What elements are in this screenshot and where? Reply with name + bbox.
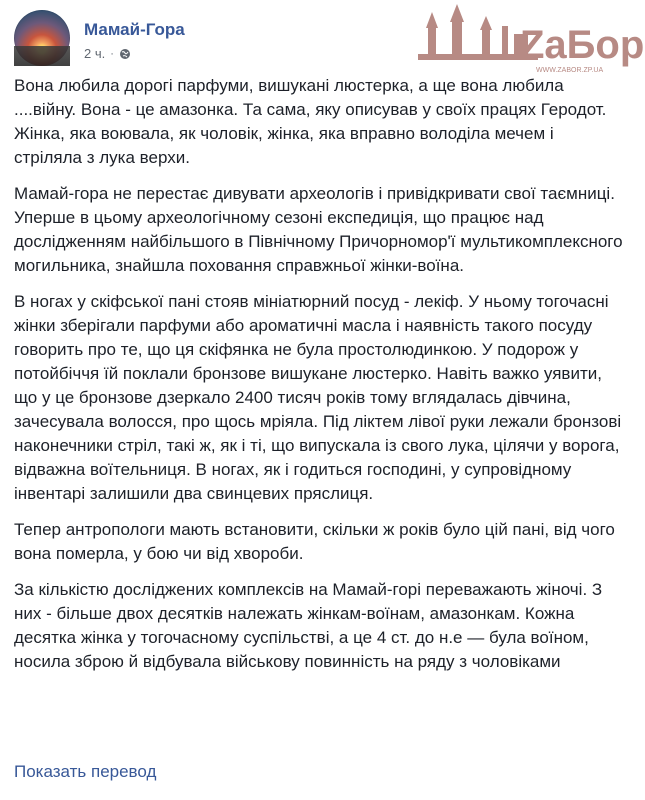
- post-header: [14, 10, 414, 70]
- zabor-watermark-logo: [418, 4, 645, 76]
- post-paragraph: Тепер антропологи мають встановити, скільки ж років було цій пані, від чого вона померла, у бою чи від хвороби.: [14, 520, 615, 563]
- post-body: [14, 74, 626, 686]
- post-timestamp[interactable]: 2 ч.: [84, 46, 106, 61]
- watermark-url: WWW.ZABOR.ZP.UA: [536, 67, 604, 74]
- post-paragraph: В ногах у скіфської пані стояв мініатюрний посуд - лекіф. У ньому тогочасні жінки зберігали парфуми або ароматичні масла і наявність такого посуду говорить про те, що ця скіфянка не була простолюдинкою. У подорож у потойбіччя їй поклали бронзове вишукане люстерко. Навіть важко уявити, що у це бронзове дзеркало 2400 тисяч років тому вглядалась дівчина, зачесувала волосся, про щось мріяла. Під ліктем лівої руки лежали бронзові наконечники стріл, такі ж, як і ті, що випускала із свого лука, цілячи у ворога, відважна воїтельниця. В ногах, як і годиться господині, у супровідному інвентарі залишили два свинцевих пряслиця.: [14, 292, 622, 503]
- page-avatar[interactable]: [14, 10, 70, 66]
- post-paragraph: Мамай-гора не перестає дивувати археологів і привідкривати свої таємниці. Уперше в цьому археологічному сезоні експедиція, що працює над дослідженням найбільшого в Північному Причорномор'ї мультикомплексного могильника, знайшла поховання справжньої жінки-воїна.: [14, 184, 623, 275]
- show-translation-link[interactable]: Показать перевод: [14, 762, 157, 781]
- meta-separator: ·: [110, 47, 114, 60]
- page-name-link[interactable]: Мамай-Гора: [84, 20, 185, 39]
- post-paragraph: Вона любила дорогі парфуми, вишукані люстерка, а ще вона любила ....війну. Вона - це амазонка. Та сама, яку описував у своїх працях Геродот. Жінка, яка воювала, як чоловік, жінка, яка вправно володіла мечем і стріляла з лука верхи.: [14, 76, 607, 167]
- post-paragraph: За кількістю досліджених комплексів на Мамай-горі переважають жіночі. З них - більше двох десятків належать жінкам-воїнам, амазонкам. Кожна десятка жінка у тогочасному суспільстві, а це 4 ст. до н.е — була воїном, носила зброю й відбувала військову повинність на ряду з чоловіками: [14, 580, 603, 671]
- globe-icon[interactable]: [119, 48, 131, 60]
- post-meta: [84, 46, 131, 61]
- watermark-logo-text: ZaБор: [520, 23, 645, 67]
